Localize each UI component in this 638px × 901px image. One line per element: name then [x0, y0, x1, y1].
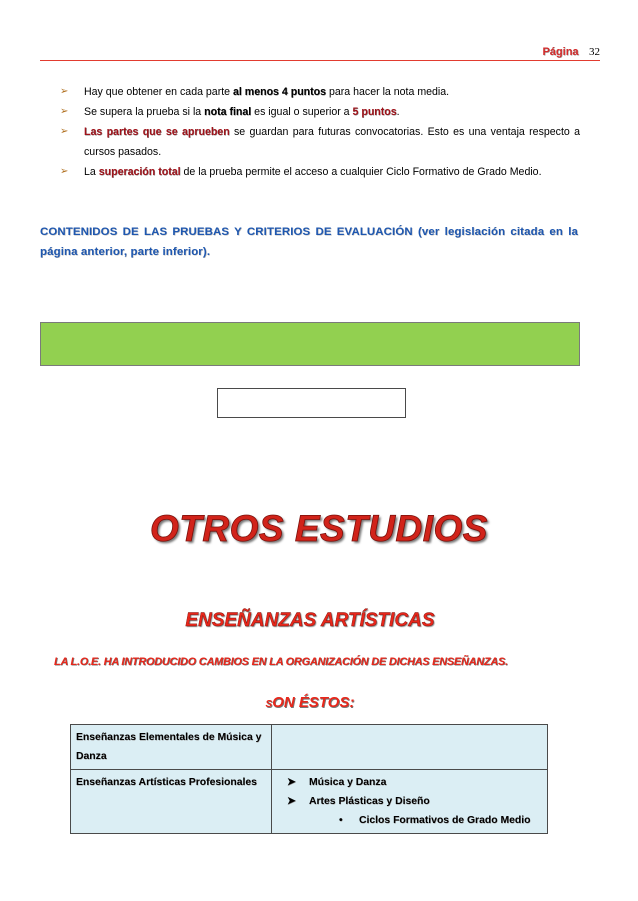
table-cell [272, 725, 548, 770]
list-item: ➢ La superación total de la prueba permite el acceso a cualquier Ciclo Formativo de Grado Medio. [60, 162, 580, 182]
table-cell: Enseñanzas Artísticas Profesionales [71, 770, 272, 834]
loe-note: LA L.O.E. HA INTRODUCIDO CAMBIOS EN LA ORGANIZACIÓN DE DICHAS ENSEÑANZAS. [54, 656, 508, 668]
list-item: • Ciclos Formativos de Grado Medio [277, 811, 542, 830]
page-label: Página [542, 46, 579, 58]
page-number: 32 [589, 46, 600, 58]
section-title: CONTENIDOS DE LAS PRUEBAS Y CRITERIOS DE EVALUACIÓN (ver legislación citada en la página anterior, parte inferior). [40, 226, 578, 258]
bullet-icon: ➢ [60, 86, 69, 97]
son-estos-heading: SON ÉSTOS: [265, 694, 355, 711]
list-item: ➢ Las partes que se aprueben se guardan para futuras convocatorias. Esto es una ventaja respecto a cursos pasados. [60, 122, 580, 162]
table-row [71, 770, 548, 834]
studies-table [70, 724, 548, 834]
bullet-list [60, 82, 580, 182]
list-item: ➢ Se supera la prueba si la nota final es igual o superior a 5 puntos. [60, 102, 580, 122]
list-item: ➤ Artes Plásticas y Diseño [277, 792, 542, 811]
table-cell: Enseñanzas Elementales de Música y Danza [71, 725, 272, 770]
arrow-bullet-icon: ➤ [287, 796, 296, 807]
bullet-icon: ➢ [60, 126, 69, 137]
bullet-icon: ➢ [60, 166, 69, 177]
green-banner-box [40, 322, 580, 366]
bullet-icon: ➢ [60, 106, 69, 117]
subtitle: ENSEÑANZAS ARTÍSTICAS [185, 610, 435, 631]
empty-frame-box [217, 388, 406, 418]
page-header [40, 42, 600, 61]
arrow-bullet-icon: ➤ [287, 777, 296, 788]
dot-bullet-icon: • [339, 815, 343, 826]
list-item: ➢ Hay que obtener en cada parte al menos 4 puntos para hacer la nota media. [60, 82, 580, 102]
list-item: ➤ Música y Danza [277, 773, 542, 792]
table-row [71, 725, 548, 770]
table-cell [272, 770, 548, 834]
main-title: OTROS ESTUDIOS [150, 508, 488, 549]
